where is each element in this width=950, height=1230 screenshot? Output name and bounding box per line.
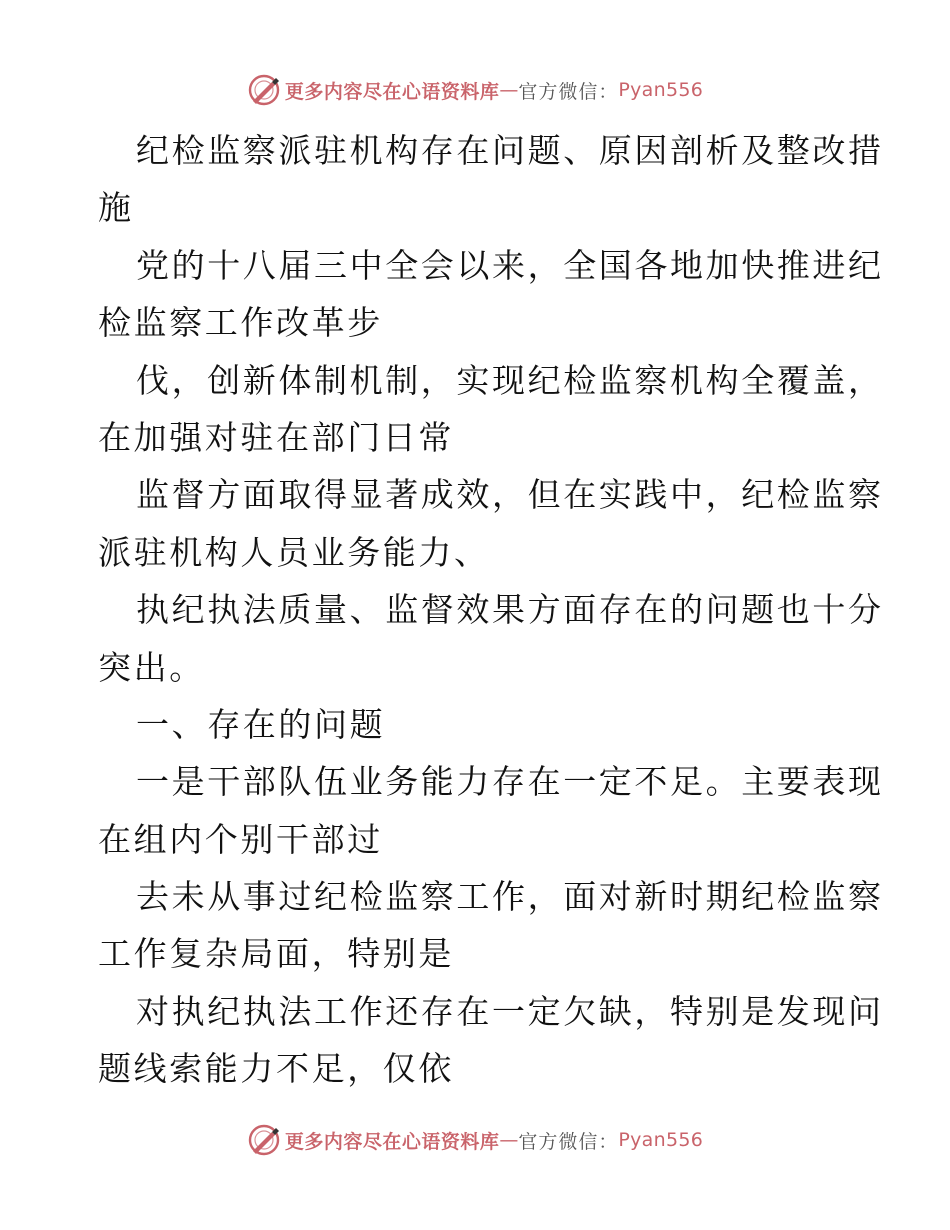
- text-line: 在组内个别干部过: [98, 819, 383, 859]
- text-line: 对执纪执法工作还存在一定欠缺，特别是发现问: [136, 991, 884, 1031]
- banner-dash: —: [499, 1129, 519, 1151]
- text-line: 施: [98, 188, 134, 228]
- text-line: 执纪执法质量、监督效果方面存在的问题也十分: [136, 590, 884, 630]
- text-line: 一、存在的问题: [136, 704, 386, 744]
- text-line: 纪检监察派驻机构存在问题、原因剖析及整改措: [136, 131, 884, 170]
- banner-brand-text: 更多内容尽在心语资料库: [284, 80, 500, 103]
- text-line: 突出。: [98, 647, 205, 687]
- pen-logo-icon: [247, 1123, 281, 1157]
- footer-banner: [0, 1120, 950, 1160]
- text-line: 去未从事过纪检监察工作，面对新时期纪检监察: [136, 877, 884, 917]
- text-line: 党的十八届三中全会以来，全国各地加快推进纪: [136, 245, 884, 285]
- text-line: 监督方面取得显著成效，但在实践中，纪检监察: [136, 475, 884, 515]
- text-line: 派驻机构人员业务能力、: [98, 532, 490, 572]
- header-banner: [0, 70, 950, 110]
- text-line: 工作复杂局面，特别是: [98, 934, 454, 974]
- text-line: 在加强对驻在部门日常: [98, 417, 454, 457]
- text-line: 检监察工作改革步: [98, 303, 383, 343]
- document-body: [98, 122, 884, 1098]
- banner-brand-text: 更多内容尽在心语资料库: [284, 1130, 500, 1153]
- pen-logo-icon: [247, 73, 281, 107]
- banner-official-label: 官方微信：: [518, 80, 619, 103]
- banner-account-id: Pyan556: [618, 79, 704, 101]
- banner-official-label: 官方微信：: [518, 1130, 619, 1153]
- text-line: 伐，创新体制机制，实现纪检监察机构全覆盖，: [136, 360, 884, 400]
- banner-dash: —: [499, 79, 519, 101]
- text-line: 一是干部队伍业务能力存在一定不足。主要表现: [136, 762, 884, 802]
- text-line: 题线索能力不足，仅依: [98, 1049, 454, 1089]
- banner-account-id: Pyan556: [618, 1129, 704, 1151]
